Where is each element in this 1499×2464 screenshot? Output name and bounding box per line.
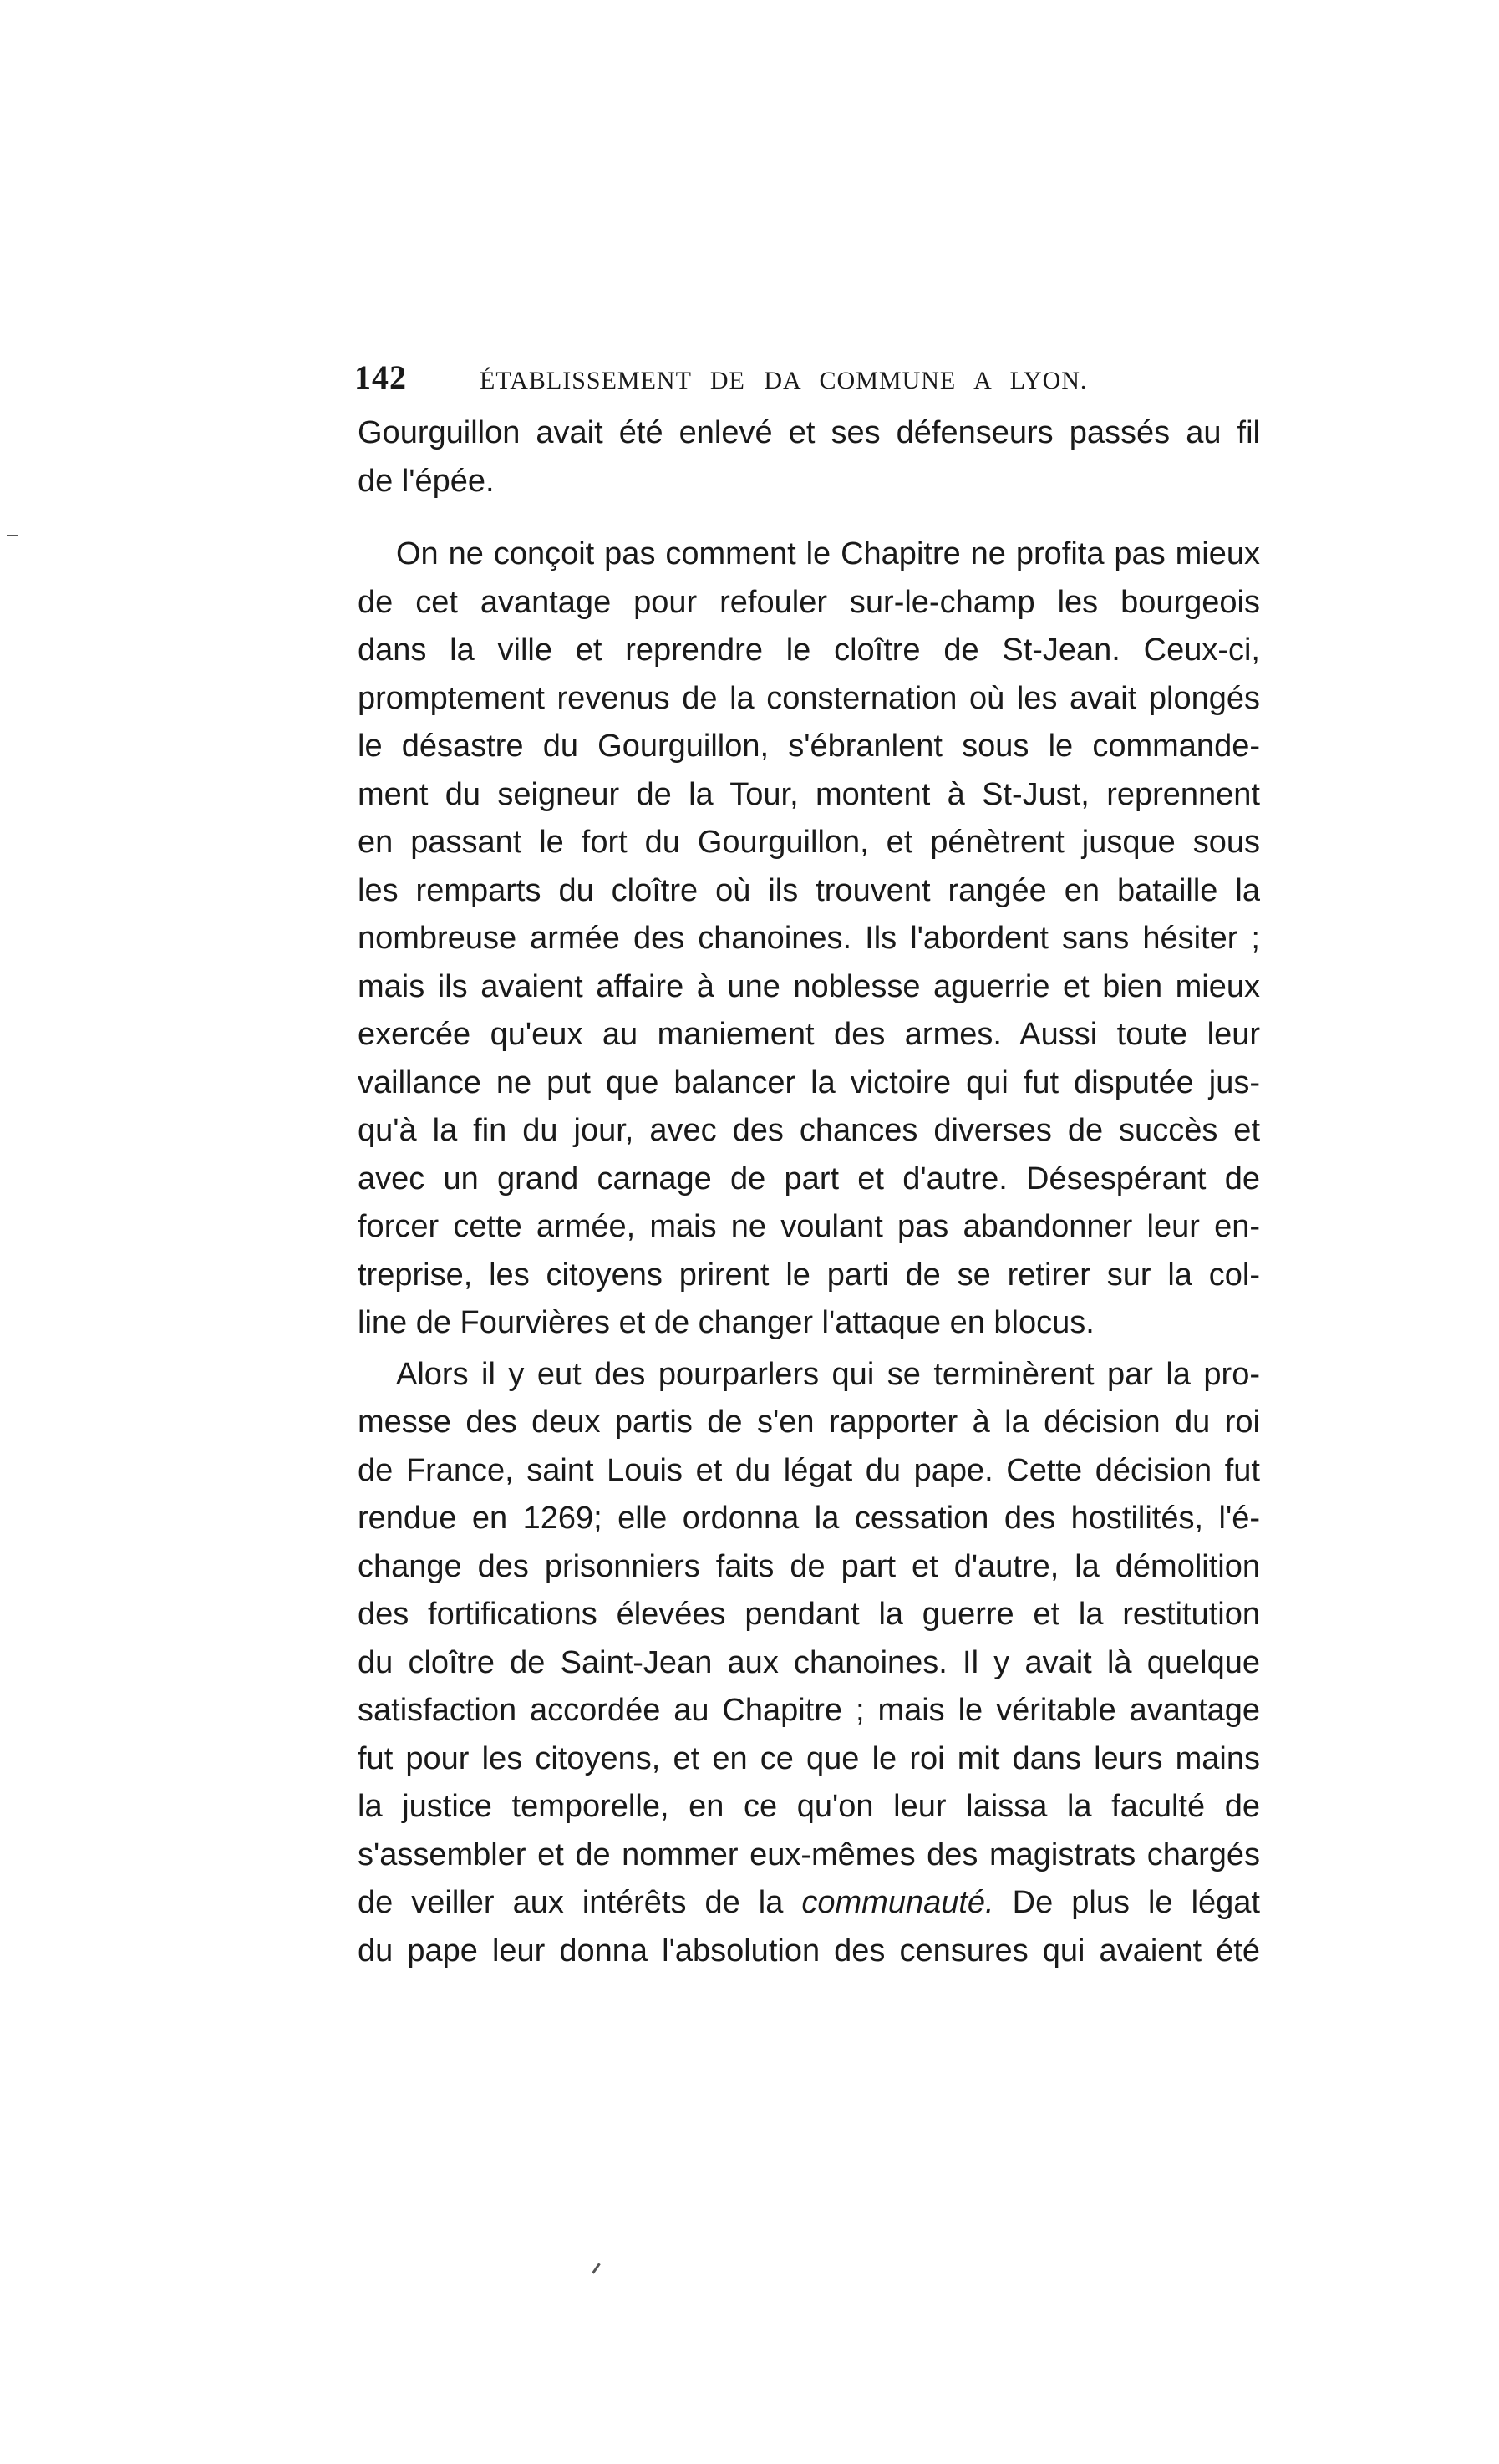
text-line: qu'à la fin du jour, avec des chances diverses de succès et (358, 1113, 1260, 1148)
text-line: Alors il y eut des pourparlers qui se terminèrent par la pro- (396, 1356, 1260, 1392)
text-line: des fortifications élevées pendant la guerre et la restitution (358, 1597, 1260, 1632)
paragraph-3 (358, 1351, 1260, 1976)
text-line: line de Fourvières et de changer l'attaque en blocus. (358, 1305, 1095, 1340)
page-number: 142 (354, 358, 407, 396)
text-line: satisfaction accordée au Chapitre ; mais le véritable avantage (358, 1693, 1260, 1728)
text-line: la justice temporelle, en ce qu'on leur laissa la faculté de (358, 1789, 1260, 1824)
text-line: du pape leur donna l'absolution des censures qui avaient été (358, 1933, 1260, 1969)
text-line: nombreuse armée des chanoines. Ils l'abordent sans hésiter ; (358, 921, 1260, 956)
text-line: de l'épée. (358, 463, 495, 499)
text-line: du cloître de Saint-Jean aux chanoines. Il y avait là quelque (358, 1644, 1260, 1680)
text-line: s'assembler et de nommer eux-mêmes des magistrats chargés (358, 1837, 1260, 1872)
text-line: rendue en 1269; elle ordonna la cessation des hostilités, l'é- (358, 1501, 1260, 1536)
scan-speck (7, 535, 18, 536)
scan-speck (592, 2263, 600, 2273)
text-line: treprise, les citoyens prirent le parti de se retirer sur la col- (358, 1257, 1260, 1293)
text-line: Gourguillon avait été enlevé et ses défenseurs passés au fil (358, 415, 1260, 450)
text-line: change des prisonniers faits de part et d'autre, la démolition (358, 1548, 1260, 1584)
text-line: de France, saint Louis et du légat du pape. Cette décision fut (358, 1452, 1260, 1488)
text-line: vaillance ne put que balancer la victoire qui fut disputée jus- (358, 1064, 1260, 1100)
text-line: dans la ville et reprendre le cloître de St-Jean. Ceux-ci, (358, 633, 1260, 668)
text-line: les remparts du cloître où ils trouvent rangée en bataille la (358, 872, 1260, 908)
text-line: avec un grand carnage de part et d'autre. Désespérant de (358, 1161, 1260, 1196)
text-line: forcer cette armée, mais ne voulant pas abandonner leur en- (358, 1209, 1260, 1244)
text-line: mais ils avaient affaire à une noblesse aguerrie et bien mieux (358, 968, 1260, 1004)
paragraph-2 (358, 531, 1260, 1348)
text-line: le désastre du Gourguillon, s'ébranlent sous le commande- (358, 729, 1260, 764)
text-line: promptement revenus de la consternation où les avait plongés (358, 680, 1260, 716)
text-line: messe des deux partis de s'en rapporter à la décision du roi (358, 1405, 1260, 1440)
text-line: de cet avantage pour refouler sur-le-champ les bourgeois (358, 584, 1260, 620)
page-header (354, 358, 1265, 404)
text-line: On ne conçoit pas comment le Chapitre ne profita pas mieux (396, 536, 1260, 572)
paragraph-1 (358, 409, 1260, 506)
italic-word: communauté. (801, 1885, 994, 1920)
paragraph-gap (358, 506, 1260, 531)
text-line: fut pour les citoyens, et en ce que le roi mit dans leurs mains (358, 1740, 1260, 1776)
text-segment: de veiller aux intérêts de la (358, 1885, 802, 1920)
text-line: ment du seigneur de la Tour, montent à St-Just, reprennent (358, 776, 1260, 812)
text-line: exercée qu'eux au maniement des armes. Aussi toute leur (358, 1017, 1260, 1052)
body-text (358, 409, 1260, 1975)
text-line: en passant le fort du Gourguillon, et pénètrent jusque sous (358, 825, 1260, 860)
text-segment: De plus le légat (993, 1885, 1260, 1920)
text-line-with-italic (358, 1879, 1260, 1928)
running-head: ÉTABLISSEMENT DE DA COMMUNE A LYON. (480, 367, 1088, 394)
